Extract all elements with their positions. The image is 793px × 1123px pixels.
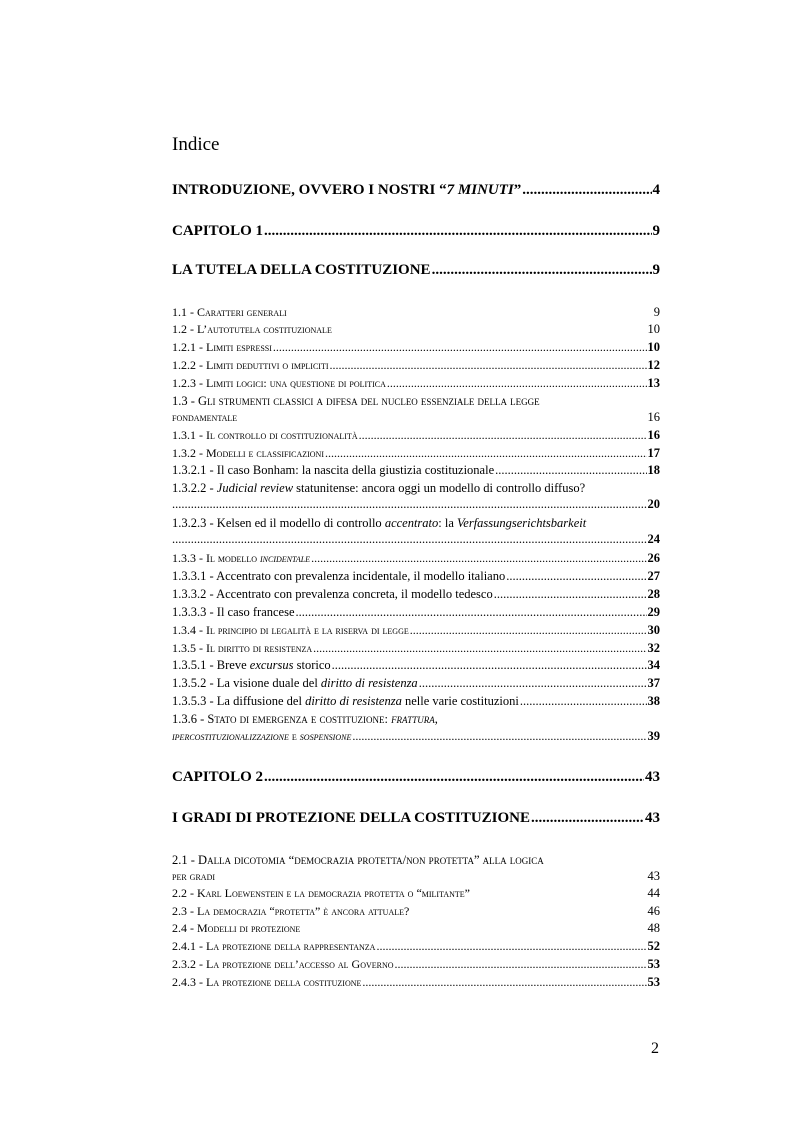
- page-number: 2: [651, 1040, 659, 1057]
- toc-entry-line1[interactable]: 1.3.2.2 - Judicial review statunitense: ancora oggi un modello di controllo diffuso?: [172, 481, 586, 495]
- toc-entry[interactable]: ..... 24: [172, 532, 660, 547]
- toc-entry[interactable]: 2.2 - Karl Loewenstein e la democrazia protetta o “militante” 44: [172, 886, 660, 900]
- toc-entry[interactable]: 2.4.3 - La protezione della costituzione ..... 53: [172, 975, 660, 990]
- toc-entry[interactable]: 1.2.3 - Limiti logici: una questione di politica ..... 13: [172, 376, 660, 391]
- toc-entry[interactable]: 1.3.3 - Il modello incidentale ..... 26: [172, 551, 660, 566]
- toc-entry-line1[interactable]: 1.3.6 - Stato di emergenza e costituzione: frattura,: [172, 712, 438, 726]
- toc-entry[interactable]: 1.3.5.1 - Breve excursus storico ..... 34: [172, 658, 660, 673]
- toc-entry-gradi[interactable]: I GRADI DI PROTEZIONE DELLA COSTITUZIONE ..... 43: [172, 810, 660, 827]
- toc-entry[interactable]: 1.3.3.2 - Accentrato con prevalenza concreta, il modello tedesco ..... 28: [172, 587, 660, 602]
- toc-entry-capitolo-1[interactable]: CAPITOLO 1 ..... 9: [172, 223, 660, 240]
- toc-entry[interactable]: 1.3.2 - Modelli e classificazioni ..... 17: [172, 446, 660, 461]
- toc-entry-line1[interactable]: 1.3 - Gli strumenti classici a difesa del nucleo essenziale della legge: [172, 394, 540, 408]
- toc-entry[interactable]: 1.3.2.1 - Il caso Bonham: la nascita della giustizia costituzionale ..... 18: [172, 463, 660, 478]
- toc-entry[interactable]: 2.3.2 - La protezione dell’accesso al Governo ..... 53: [172, 957, 660, 972]
- toc-entry-introduzione[interactable]: INTRODUZIONE, OVVERO I NOSTRI “7 MINUTI” ..... 4: [172, 182, 660, 199]
- page-heading: Indice: [172, 134, 220, 155]
- toc-entry[interactable]: 1.2.2 - Limiti deduttivi o impliciti ..... 12: [172, 358, 660, 373]
- toc-entry[interactable]: 1.3.3.3 - Il caso francese ..... 29: [172, 605, 660, 620]
- toc-entry[interactable]: 1.3.5 - Il diritto di resistenza ..... 32: [172, 641, 660, 656]
- toc-entry[interactable]: 1.3.3.1 - Accentrato con prevalenza incidentale, il modello italiano ..... 27: [172, 569, 660, 584]
- toc-entry[interactable]: 2.3 - La democrazia “protetta” è ancora attuale? 46: [172, 904, 660, 918]
- toc-entry[interactable]: 1.3.4 - Il principio di legalità e la riserva di legge ..... 30: [172, 623, 660, 638]
- toc-entry-capitolo-2[interactable]: CAPITOLO 2 ..... 43: [172, 769, 660, 786]
- toc-entry[interactable]: ..... 20: [172, 497, 660, 512]
- toc-entry[interactable]: ipercostituzionalizzazione e sospensione ..... 39: [172, 729, 660, 744]
- toc-entry[interactable]: 1.2.1 - Limiti espressi ..... 10: [172, 340, 660, 355]
- toc-entry[interactable]: fondamentale 16: [172, 410, 660, 424]
- toc-entry[interactable]: per gradi 43: [172, 869, 660, 883]
- toc-entry-line1[interactable]: 2.1 - Dalla dicotomia “democrazia protetta/non protetta” alla logica: [172, 853, 544, 867]
- toc-entry[interactable]: 2.4.1 - La protezione della rappresentanza ..... 52: [172, 939, 660, 954]
- toc-entry-tutela[interactable]: LA TUTELA DELLA COSTITUZIONE ..... 9: [172, 262, 660, 279]
- toc-entry[interactable]: 1.3.1 - Il controllo di costituzionalità ..... 16: [172, 428, 660, 443]
- toc-entry-line1[interactable]: 1.3.2.3 - Kelsen ed il modello di controllo accentrato: la Verfassungserichtsbarkeit: [172, 516, 587, 530]
- toc-entry[interactable]: 1.3.5.2 - La visione duale del diritto di resistenza ..... 37: [172, 676, 660, 691]
- toc-entry[interactable]: 1.1 - Caratteri generali 9: [172, 305, 660, 319]
- toc-entry[interactable]: 1.3.5.3 - La diffusione del diritto di resistenza nelle varie costituzioni ..... 38: [172, 694, 660, 709]
- toc-entry[interactable]: 1.2 - L’autotutela costituzionale 10: [172, 322, 660, 336]
- toc-entry[interactable]: 2.4 - Modelli di protezione 48: [172, 921, 660, 935]
